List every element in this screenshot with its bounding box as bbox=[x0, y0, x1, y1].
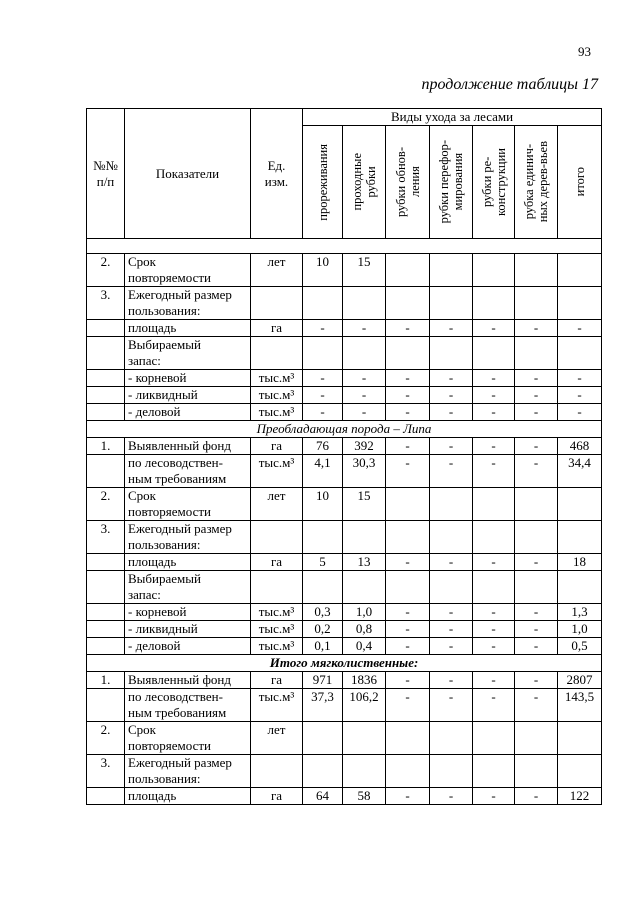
row-value bbox=[343, 337, 386, 370]
table-row bbox=[87, 554, 602, 571]
row-value: 0,2 bbox=[303, 621, 343, 638]
page-number: 93 bbox=[578, 44, 591, 59]
row-indicator: Ежегодный размер пользования: bbox=[125, 521, 251, 554]
row-number: 3. bbox=[87, 521, 125, 554]
row-value: - bbox=[386, 554, 430, 571]
row-value: - bbox=[515, 788, 558, 805]
row-value: - bbox=[430, 387, 473, 404]
row-value: - bbox=[473, 438, 515, 455]
row-number bbox=[87, 571, 125, 604]
row-indicator: по лесоводствен- ным требованиям bbox=[125, 689, 251, 722]
row-value: - bbox=[473, 370, 515, 387]
spacer-row bbox=[87, 239, 602, 254]
table-row bbox=[87, 521, 602, 554]
row-value: - bbox=[303, 370, 343, 387]
row-number bbox=[87, 788, 125, 805]
row-number: 2. bbox=[87, 488, 125, 521]
row-value: 64 bbox=[303, 788, 343, 805]
row-value bbox=[386, 521, 430, 554]
row-value: - bbox=[343, 370, 386, 387]
row-value: - bbox=[303, 387, 343, 404]
row-value: - bbox=[386, 689, 430, 722]
row-value bbox=[343, 521, 386, 554]
row-indicator: Срок повторяемости bbox=[125, 722, 251, 755]
table-row bbox=[87, 621, 602, 638]
row-value bbox=[473, 521, 515, 554]
row-value: 34,4 bbox=[558, 455, 602, 488]
table-row bbox=[87, 638, 602, 655]
row-value: - bbox=[558, 370, 602, 387]
row-value: 143,5 bbox=[558, 689, 602, 722]
table-row bbox=[87, 287, 602, 320]
row-value: - bbox=[473, 404, 515, 421]
row-indicator: Ежегодный размер пользования: bbox=[125, 755, 251, 788]
table-row bbox=[87, 455, 602, 488]
row-value: - bbox=[473, 689, 515, 722]
row-value bbox=[515, 337, 558, 370]
row-value: 30,3 bbox=[343, 455, 386, 488]
row-value bbox=[473, 287, 515, 320]
row-value bbox=[343, 571, 386, 604]
header-number: №№ п/п bbox=[87, 109, 125, 239]
row-value: 0,5 bbox=[558, 638, 602, 655]
row-unit: га bbox=[251, 672, 303, 689]
row-indicator: - корневой bbox=[125, 370, 251, 387]
row-value: - bbox=[473, 638, 515, 655]
row-value bbox=[303, 571, 343, 604]
row-value: - bbox=[515, 404, 558, 421]
row-value: 122 bbox=[558, 788, 602, 805]
row-unit: тыс.м³ bbox=[251, 689, 303, 722]
row-indicator: площадь bbox=[125, 320, 251, 337]
row-value: - bbox=[558, 404, 602, 421]
row-value: 10 bbox=[303, 488, 343, 521]
table-row bbox=[87, 571, 602, 604]
row-value: - bbox=[430, 404, 473, 421]
row-number: 1. bbox=[87, 672, 125, 689]
table-row bbox=[87, 604, 602, 621]
header-care-type bbox=[515, 126, 558, 239]
row-value bbox=[303, 337, 343, 370]
row-value: - bbox=[515, 320, 558, 337]
table-continuation-caption: продолжение таблицы 17 bbox=[421, 76, 598, 93]
table-row bbox=[87, 438, 602, 455]
row-value bbox=[303, 521, 343, 554]
row-number: 3. bbox=[87, 755, 125, 788]
row-value: 0,1 bbox=[303, 638, 343, 655]
row-value bbox=[515, 521, 558, 554]
row-number: 3. bbox=[87, 287, 125, 320]
row-value bbox=[558, 521, 602, 554]
header-care-type bbox=[386, 126, 430, 239]
row-number bbox=[87, 689, 125, 722]
header-care-type bbox=[303, 126, 343, 239]
row-value bbox=[386, 287, 430, 320]
row-value: 58 bbox=[343, 788, 386, 805]
row-unit: тыс.м³ bbox=[251, 370, 303, 387]
row-value bbox=[558, 287, 602, 320]
row-value bbox=[558, 722, 602, 755]
header-indicator: Показатели bbox=[125, 109, 251, 239]
row-value bbox=[515, 488, 558, 521]
row-value: - bbox=[473, 672, 515, 689]
row-value: - bbox=[430, 788, 473, 805]
row-unit bbox=[251, 521, 303, 554]
row-value: - bbox=[515, 638, 558, 655]
row-value bbox=[386, 755, 430, 788]
row-number bbox=[87, 455, 125, 488]
row-unit: га bbox=[251, 320, 303, 337]
row-unit: га bbox=[251, 554, 303, 571]
row-value: - bbox=[515, 621, 558, 638]
row-value: - bbox=[386, 404, 430, 421]
row-number bbox=[87, 604, 125, 621]
table-row bbox=[87, 404, 602, 421]
table-row bbox=[87, 755, 602, 788]
row-indicator: - деловой bbox=[125, 638, 251, 655]
row-value: - bbox=[515, 438, 558, 455]
row-value: 15 bbox=[343, 254, 386, 287]
row-value: - bbox=[343, 387, 386, 404]
row-value bbox=[558, 755, 602, 788]
row-value: 106,2 bbox=[343, 689, 386, 722]
row-value: 1836 bbox=[343, 672, 386, 689]
table-row bbox=[87, 254, 602, 287]
row-indicator: - ликвидный bbox=[125, 621, 251, 638]
row-number bbox=[87, 387, 125, 404]
row-value: - bbox=[515, 370, 558, 387]
table-row bbox=[87, 488, 602, 521]
row-value: 5 bbox=[303, 554, 343, 571]
row-value bbox=[386, 488, 430, 521]
row-value: - bbox=[473, 621, 515, 638]
row-unit: тыс.м³ bbox=[251, 455, 303, 488]
row-value: - bbox=[386, 387, 430, 404]
header-care-type-label: рубки перефор- мирования bbox=[437, 140, 465, 224]
row-unit: лет bbox=[251, 722, 303, 755]
row-value: - bbox=[430, 672, 473, 689]
row-value: 971 bbox=[303, 672, 343, 689]
row-value: - bbox=[430, 604, 473, 621]
row-value bbox=[558, 254, 602, 287]
table-row bbox=[87, 387, 602, 404]
header-care-type bbox=[558, 126, 602, 239]
row-indicator: площадь bbox=[125, 554, 251, 571]
row-indicator: Срок повторяемости bbox=[125, 488, 251, 521]
row-value: 15 bbox=[343, 488, 386, 521]
row-indicator: Выявленный фонд bbox=[125, 672, 251, 689]
table-row bbox=[87, 370, 602, 387]
row-value bbox=[430, 722, 473, 755]
row-value bbox=[473, 337, 515, 370]
row-value: 392 bbox=[343, 438, 386, 455]
row-value: - bbox=[343, 404, 386, 421]
row-unit: тыс.м³ bbox=[251, 604, 303, 621]
row-indicator: Выбираемый запас: bbox=[125, 337, 251, 370]
row-number: 2. bbox=[87, 722, 125, 755]
row-value: - bbox=[473, 554, 515, 571]
row-value bbox=[473, 254, 515, 287]
header-unit: Ед. изм. bbox=[251, 109, 303, 239]
row-number bbox=[87, 621, 125, 638]
row-indicator: Выявленный фонд bbox=[125, 438, 251, 455]
row-value bbox=[303, 755, 343, 788]
row-number bbox=[87, 554, 125, 571]
row-unit: тыс.м³ bbox=[251, 404, 303, 421]
section-title-row bbox=[87, 655, 602, 672]
row-value: - bbox=[558, 320, 602, 337]
header-care-type-label: рубки обнов- ления bbox=[393, 146, 422, 218]
row-value: - bbox=[430, 689, 473, 722]
row-value bbox=[303, 287, 343, 320]
row-number bbox=[87, 337, 125, 370]
table-row bbox=[87, 689, 602, 722]
row-indicator: Выбираемый запас: bbox=[125, 571, 251, 604]
row-value: - bbox=[473, 455, 515, 488]
row-value: - bbox=[386, 672, 430, 689]
row-indicator: площадь bbox=[125, 788, 251, 805]
row-value: - bbox=[430, 621, 473, 638]
row-value: - bbox=[303, 320, 343, 337]
header-care-type-label: рубка единич- ных дерев-вьев bbox=[522, 141, 550, 223]
row-value bbox=[558, 488, 602, 521]
row-number: 2. bbox=[87, 254, 125, 287]
row-unit bbox=[251, 571, 303, 604]
header-care-type bbox=[473, 126, 515, 239]
row-value: - bbox=[515, 455, 558, 488]
row-value bbox=[515, 571, 558, 604]
row-value bbox=[386, 254, 430, 287]
row-value bbox=[473, 755, 515, 788]
row-value: - bbox=[515, 387, 558, 404]
row-value: - bbox=[386, 788, 430, 805]
row-value: - bbox=[558, 387, 602, 404]
row-value: - bbox=[430, 370, 473, 387]
forest-care-table bbox=[86, 108, 602, 805]
table-row bbox=[87, 722, 602, 755]
row-value: 37,3 bbox=[303, 689, 343, 722]
row-value bbox=[430, 521, 473, 554]
row-unit: тыс.м³ bbox=[251, 638, 303, 655]
row-value: 1,3 bbox=[558, 604, 602, 621]
row-value: - bbox=[303, 404, 343, 421]
header-care-type-label: итого bbox=[572, 167, 587, 197]
row-value: - bbox=[386, 455, 430, 488]
row-value bbox=[386, 722, 430, 755]
row-number bbox=[87, 370, 125, 387]
row-value bbox=[430, 337, 473, 370]
row-unit: лет bbox=[251, 488, 303, 521]
table-header bbox=[87, 109, 602, 239]
row-value: 0,8 bbox=[343, 621, 386, 638]
row-value bbox=[515, 254, 558, 287]
row-value: 18 bbox=[558, 554, 602, 571]
row-indicator: по лесоводствен- ным требованиям bbox=[125, 455, 251, 488]
section-title: Преобладающая порода – Липа bbox=[87, 421, 602, 438]
row-value bbox=[558, 571, 602, 604]
row-value bbox=[430, 488, 473, 521]
row-value: - bbox=[430, 320, 473, 337]
header-care-type-label: прореживания bbox=[315, 143, 330, 221]
row-value bbox=[386, 337, 430, 370]
row-value: 1,0 bbox=[343, 604, 386, 621]
table-row bbox=[87, 337, 602, 370]
row-unit bbox=[251, 337, 303, 370]
row-value: 1,0 bbox=[558, 621, 602, 638]
row-value: - bbox=[386, 604, 430, 621]
row-value: - bbox=[515, 604, 558, 621]
row-value: - bbox=[515, 689, 558, 722]
row-value bbox=[430, 755, 473, 788]
row-indicator: - ликвидный bbox=[125, 387, 251, 404]
row-value: 468 bbox=[558, 438, 602, 455]
row-value: - bbox=[386, 320, 430, 337]
row-value: - bbox=[473, 788, 515, 805]
row-value bbox=[386, 571, 430, 604]
row-value: - bbox=[473, 604, 515, 621]
row-value: 2807 bbox=[558, 672, 602, 689]
row-number bbox=[87, 320, 125, 337]
row-value bbox=[343, 722, 386, 755]
row-value: 0,3 bbox=[303, 604, 343, 621]
table-row bbox=[87, 320, 602, 337]
row-value bbox=[515, 722, 558, 755]
row-value: - bbox=[386, 438, 430, 455]
header-care-type-label: проходные рубки bbox=[350, 153, 378, 211]
row-value: - bbox=[430, 554, 473, 571]
header-care-type bbox=[343, 126, 386, 239]
section-title-row bbox=[87, 421, 602, 438]
row-value: 10 bbox=[303, 254, 343, 287]
row-value: - bbox=[515, 554, 558, 571]
row-value: - bbox=[515, 672, 558, 689]
row-value: 0,4 bbox=[343, 638, 386, 655]
table-body bbox=[87, 239, 602, 805]
header-care-type bbox=[430, 126, 473, 239]
row-number bbox=[87, 404, 125, 421]
row-value: - bbox=[473, 387, 515, 404]
row-value bbox=[430, 571, 473, 604]
row-indicator: - корневой bbox=[125, 604, 251, 621]
row-number bbox=[87, 638, 125, 655]
row-unit: га bbox=[251, 438, 303, 455]
row-value: - bbox=[473, 320, 515, 337]
row-indicator: Ежегодный размер пользования: bbox=[125, 287, 251, 320]
row-unit: лет bbox=[251, 254, 303, 287]
row-value: - bbox=[430, 638, 473, 655]
row-value: 4,1 bbox=[303, 455, 343, 488]
row-indicator: - деловой bbox=[125, 404, 251, 421]
row-value bbox=[430, 254, 473, 287]
row-value bbox=[303, 722, 343, 755]
row-value: 76 bbox=[303, 438, 343, 455]
header-care-type-label: рубки ре- конструкции bbox=[479, 147, 508, 217]
row-value bbox=[473, 571, 515, 604]
row-value: - bbox=[343, 320, 386, 337]
row-value bbox=[473, 488, 515, 521]
row-value: - bbox=[430, 438, 473, 455]
header-care-types-group: Виды ухода за лесами bbox=[303, 109, 602, 126]
row-value bbox=[343, 755, 386, 788]
table-row bbox=[87, 672, 602, 689]
row-indicator: Срок повторяемости bbox=[125, 254, 251, 287]
row-unit: га bbox=[251, 788, 303, 805]
row-unit: тыс.м³ bbox=[251, 387, 303, 404]
row-value bbox=[515, 755, 558, 788]
row-value: - bbox=[430, 455, 473, 488]
row-value bbox=[515, 287, 558, 320]
row-value: 13 bbox=[343, 554, 386, 571]
row-unit bbox=[251, 755, 303, 788]
section-title: Итого мягколиственные: bbox=[87, 655, 602, 672]
table-row bbox=[87, 788, 602, 805]
row-value bbox=[343, 287, 386, 320]
row-value bbox=[430, 287, 473, 320]
row-unit: тыс.м³ bbox=[251, 621, 303, 638]
row-value bbox=[473, 722, 515, 755]
row-value: - bbox=[386, 638, 430, 655]
row-number: 1. bbox=[87, 438, 125, 455]
row-value: - bbox=[386, 621, 430, 638]
row-unit bbox=[251, 287, 303, 320]
row-value bbox=[558, 337, 602, 370]
row-value: - bbox=[386, 370, 430, 387]
